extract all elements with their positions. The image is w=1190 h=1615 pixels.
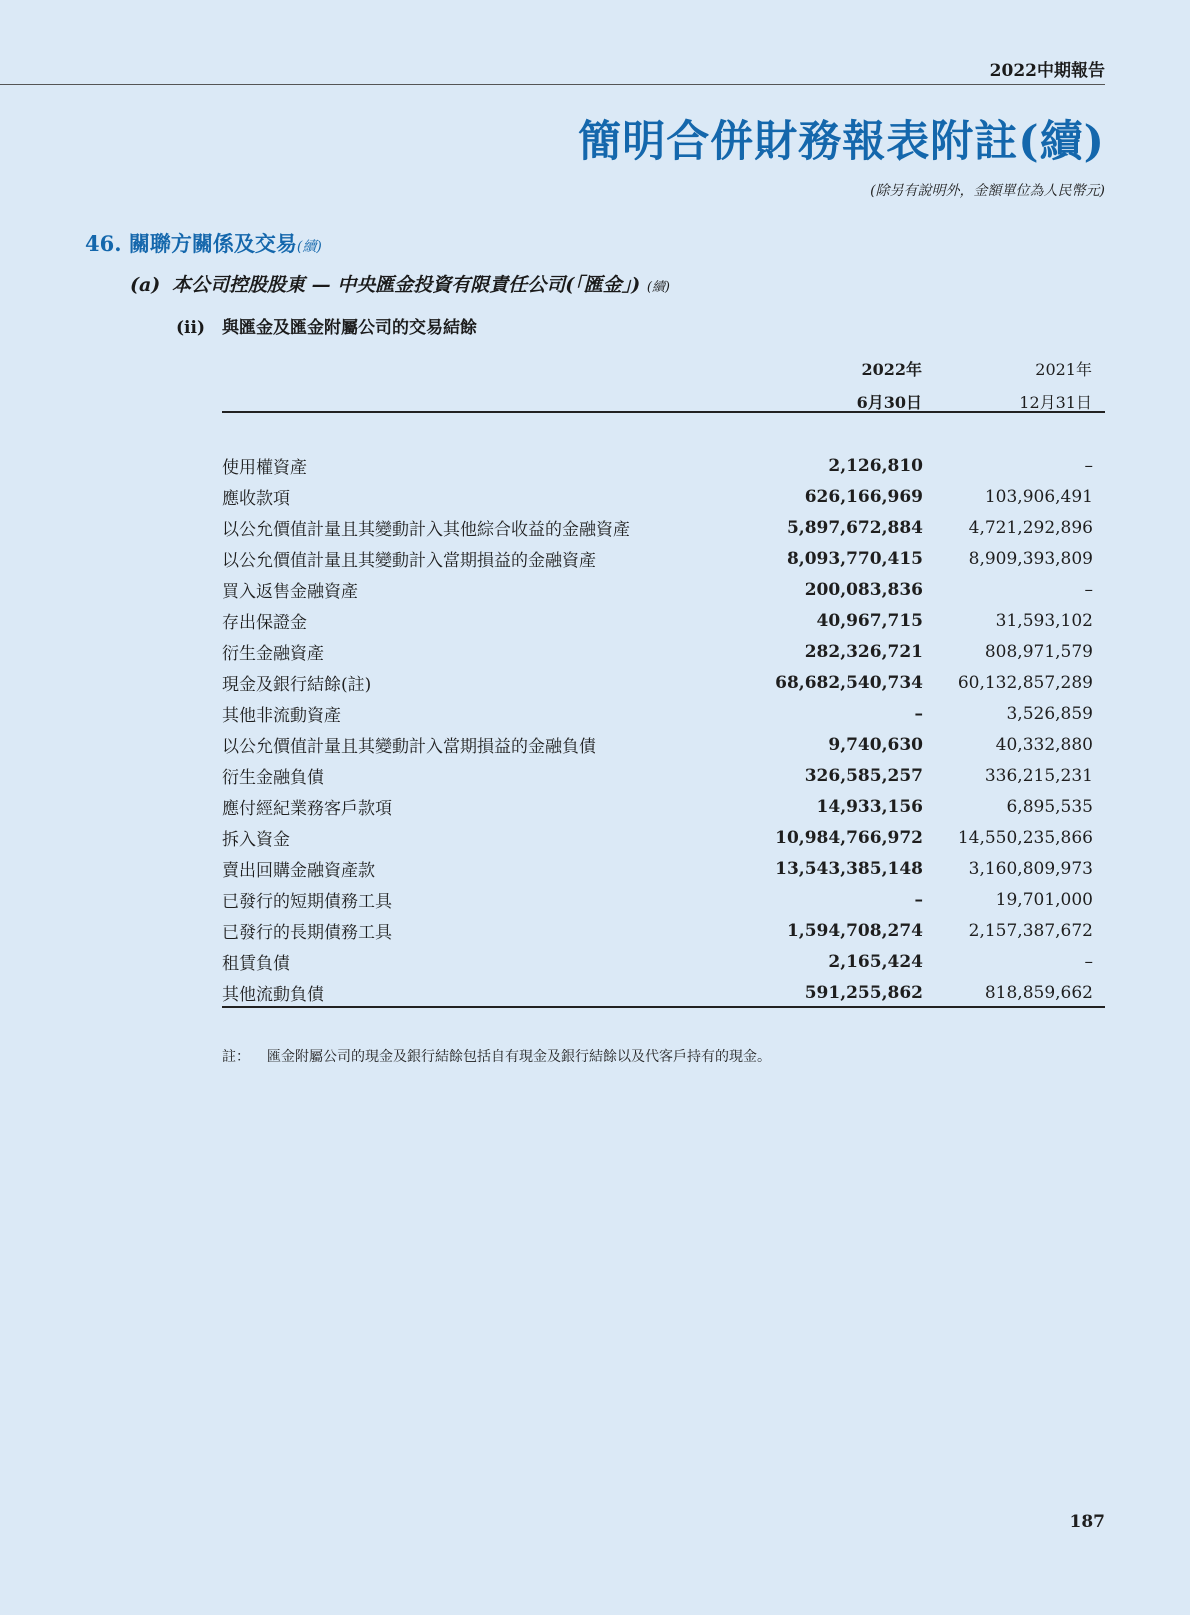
row-label: 衍生金融資產 <box>222 644 324 664</box>
row-value-2021: 4,721,292,896 <box>968 517 1093 538</box>
footnote-text: 匯金附屬公司的現金及銀行結餘包括自有現金及銀行結餘以及代客戶持有的現金。 <box>267 1049 771 1065</box>
row-value-2021: 14,550,235,866 <box>957 827 1093 848</box>
table-row <box>222 605 1105 636</box>
table-row <box>222 698 1105 729</box>
row-value-2022: 282,326,721 <box>804 641 923 662</box>
table-row <box>222 822 1105 853</box>
row-value-2021: 818,859,662 <box>984 982 1093 1003</box>
row-value-2022: 9,740,630 <box>828 734 923 755</box>
row-label: 租賃負債 <box>222 954 290 974</box>
row-label: 買入返售金融資產 <box>222 582 358 602</box>
table-row <box>222 636 1105 667</box>
row-value-2022: 2,126,810 <box>828 455 923 476</box>
row-label: 以公允價值計量且其變動計入其他綜合收益的金融資產 <box>222 520 630 540</box>
column-header-2021 <box>952 357 1092 413</box>
table-row <box>222 853 1105 884</box>
row-value-2022: 13,543,385,148 <box>775 858 923 879</box>
table-row <box>222 977 1105 1008</box>
row-label: 現金及銀行結餘(註) <box>222 675 372 695</box>
table-row <box>222 574 1105 605</box>
row-value-2022: 2,165,424 <box>828 951 923 972</box>
footnote-label: 註： <box>222 1049 250 1065</box>
row-label: 拆入資金 <box>222 830 290 850</box>
subsub-heading-title: 與匯金及匯金附屬公司的交易結餘 <box>222 318 477 338</box>
unit-note: (除另有說明外，金額單位為人民幣元) <box>870 183 1105 199</box>
sub-heading <box>130 270 670 297</box>
section-cont: (續) <box>296 239 322 255</box>
table-row <box>222 946 1105 977</box>
table-row <box>222 450 1105 481</box>
row-value-2021: 3,526,859 <box>1006 703 1093 724</box>
row-value-2022: 8,093,770,415 <box>786 548 923 569</box>
row-value-2021: 336,215,231 <box>984 765 1093 786</box>
page-title: 簡明合併財務報表附註(續) <box>578 117 1105 167</box>
sub-heading-cont: (續) <box>646 280 670 295</box>
balances-table-body <box>222 450 1105 1008</box>
row-value-2022: 200,083,836 <box>804 579 923 600</box>
row-label: 衍生金融負債 <box>222 768 324 788</box>
table-row <box>222 791 1105 822</box>
row-value-2022: 68,682,540,734 <box>775 672 923 693</box>
table-header-rule <box>222 411 1105 413</box>
report-label: 2022中期報告 <box>989 61 1105 81</box>
row-value-2021: 40,332,880 <box>995 734 1093 755</box>
row-value-2021: – <box>1084 579 1093 600</box>
section-heading <box>85 228 322 258</box>
row-value-2022: 10,984,766,972 <box>775 827 923 848</box>
row-value-2021: – <box>1084 455 1093 476</box>
table-row <box>222 760 1105 791</box>
row-value-2022: – <box>914 703 923 724</box>
column-header-2021-date: 12月31日 <box>1019 393 1092 412</box>
table-row <box>222 512 1105 543</box>
table-row <box>222 667 1105 698</box>
table-row <box>222 543 1105 574</box>
row-label: 使用權資產 <box>222 458 307 478</box>
page-number: 187 <box>1069 1512 1105 1532</box>
row-value-2021: 60,132,857,289 <box>957 672 1093 693</box>
row-label: 存出保證金 <box>222 613 307 633</box>
row-value-2022: 1,594,708,274 <box>786 920 923 941</box>
subsub-heading-number: (ii) <box>176 318 206 338</box>
row-label: 其他非流動資產 <box>222 706 341 726</box>
row-value-2021: 3,160,809,973 <box>968 858 1093 879</box>
sub-heading-letter: (a) <box>130 274 161 296</box>
table-row <box>222 481 1105 512</box>
subsub-heading <box>176 313 477 338</box>
table-row <box>222 915 1105 946</box>
row-value-2022: 626,166,969 <box>804 486 923 507</box>
row-value-2022: 5,897,672,884 <box>786 517 923 538</box>
row-value-2021: 8,909,393,809 <box>968 548 1093 569</box>
row-value-2021: 103,906,491 <box>984 486 1093 507</box>
table-row <box>222 729 1105 760</box>
row-value-2021: 19,701,000 <box>995 889 1093 910</box>
row-value-2021: 2,157,387,672 <box>968 920 1093 941</box>
row-label: 其他流動負債 <box>222 985 324 1005</box>
row-value-2021: – <box>1084 951 1093 972</box>
row-value-2022: 591,255,862 <box>804 982 923 1003</box>
row-label: 以公允價值計量且其變動計入當期損益的金融負債 <box>222 737 596 757</box>
row-label: 已發行的短期債務工具 <box>222 892 392 912</box>
row-value-2021: 31,593,102 <box>995 610 1093 631</box>
row-value-2022: – <box>914 889 923 910</box>
row-label: 賣出回購金融資產款 <box>222 861 375 881</box>
section-title: 46. 關聯方關係及交易 <box>85 231 297 256</box>
row-label: 以公允價值計量且其變動計入當期損益的金融資產 <box>222 551 596 571</box>
row-value-2022: 326,585,257 <box>804 765 923 786</box>
row-value-2021: 6,895,535 <box>1006 796 1093 817</box>
footnote <box>222 1046 771 1066</box>
row-label: 應付經紀業務客戶款項 <box>222 799 392 819</box>
table-bottom-rule <box>222 1006 1105 1008</box>
column-header-2021-year: 2021年 <box>1035 360 1092 379</box>
row-label: 應收款項 <box>222 489 290 509</box>
row-value-2022: 14,933,156 <box>816 796 923 817</box>
table-row <box>222 884 1105 915</box>
sub-heading-title: 本公司控股股東 — 中央匯金投資有限責任公司(「匯金」) <box>172 274 641 296</box>
balances-table <box>222 450 1105 1008</box>
row-label: 已發行的長期債務工具 <box>222 923 392 943</box>
column-header-2022 <box>782 357 922 413</box>
row-value-2022: 40,967,715 <box>816 610 923 631</box>
column-header-2022-date: 6月30日 <box>856 393 922 412</box>
row-value-2021: 808,971,579 <box>984 641 1093 662</box>
header-rule <box>0 84 1105 85</box>
column-header-2022-year: 2022年 <box>861 360 922 379</box>
